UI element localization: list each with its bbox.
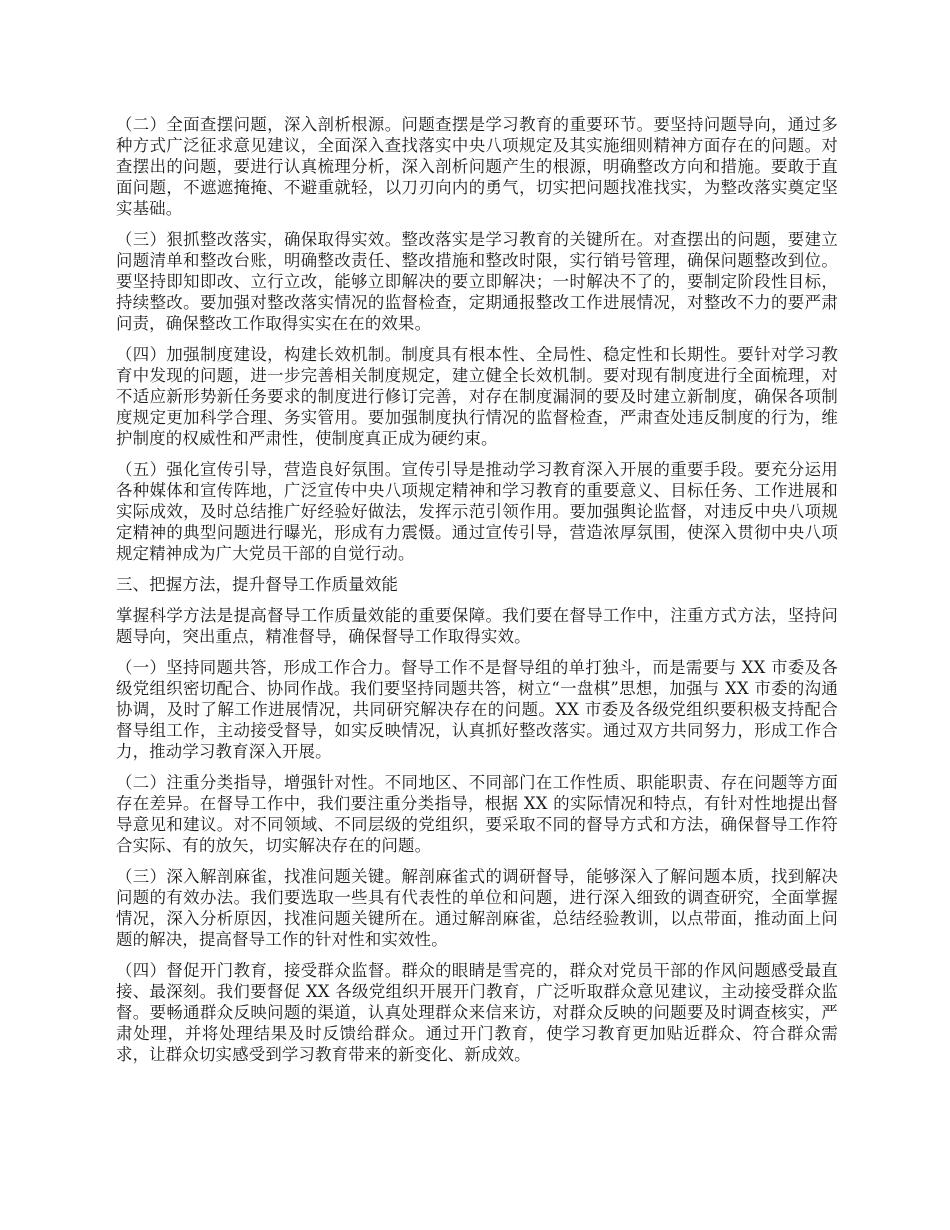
paragraph-classified-guidance: （二）注重分类指导，增强针对性。不同地区、不同部门在工作性质、职能职责、存在问题等方面存在差异。在督导工作中，我们要注重分类指导，根据 XX 的实际情况和特点，有针对性地提出督导意见和建议。对不同领域、不同层级的党组织，要采取不同的督导方式和方法，确保督导工作符合实际、有的放矢，切实解决存在的问题。	[116, 773, 838, 855]
paragraph-open-education: （四）督促开门教育，接受群众监督。群众的眼睛是雪亮的，群众对党员干部的作风问题感受最直接、最深刻。我们要督促 XX 各级党组织开展开门教育，广泛听取群众意见建议，主动接受群众监督。要畅通群众反映问题的渠道，认真处理群众来信来访，对群众反映的问题要及时调查核实，严肃处理，并将处理结果及时反馈给群众。通过开门教育，使学习教育更加贴近群众、符合群众需求，让群众切实感受到学习教育带来的新变化、新成效。	[116, 961, 838, 1064]
paragraph-system-building: （四）加强制度建设，构建长效机制。制度具有根本性、全局性、稳定性和长期性。要针对学习教育中发现的问题，进一步完善相关制度规定，建立健全长效机制。要对现有制度进行全面梳理，对不适应新形势新任务要求的制度进行修订完善，对存在制度漏洞的要及时建立新制度，确保各项制度规定更加科学合理、务实管用。要加强制度执行情况的监督检查，严肃查处违反制度的行为，维护制度的权威性和严肃性，使制度真正成为硬约束。	[116, 345, 838, 448]
paragraph-rectification: （三）狠抓整改落实，确保取得实效。整改落实是学习教育的关键所在。对查摆出的问题，要建立问题清单和整改台账，明确整改责任、整改措施和整改时限，实行销号管理，确保问题整改到位。要坚持即知即改、立行立改，能够立即解决的要立即解决；一时解决不了的，要制定阶段性目标，持续整改。要加强对整改落实情况的监督检查，定期通报整改工作进展情况，对整改不力的要严肃问责，确保整改工作取得实实在在的效果。	[116, 230, 838, 333]
paragraph-publicity: （五）强化宣传引导，营造良好氛围。宣传引导是推动学习教育深入开展的重要手段。要充分运用各种媒体和宣传阵地，广泛宣传中央八项规定精神和学习教育的重要意义、目标任务、工作进展和实际成效，及时总结推广好经验好做法，发挥示范引领作用。要加强舆论监督，对违反中央八项规定精神的典型问题进行曝光，形成有力震慑。通过宣传引导，营造浓厚氛围，使深入贯彻中央八项规定精神成为广大党员干部的自觉行动。	[116, 460, 838, 563]
paragraph-joint-effort: （一）坚持同题共答，形成工作合力。督导工作不是督导组的单打独斗，而是需要与 XX 市委及各级党组织密切配合、协同作战。我们要坚持同题共答，树立“一盘棋”思想，加强与 XX 市委的沟通协调，及时了解工作进展情况，共同研究解决存在的问题。XX 市委及各级党组织要积极支持配合督导组工作，主动接受督导，如实反映情况，认真抓好整改落实。通过双方共同努力，形成工作合力，推动学习教育深入开展。	[116, 658, 838, 761]
paragraph-inspection: （二）全面查摆问题，深入剖析根源。问题查摆是学习教育的重要环节。要坚持问题导向，通过多种方式广泛征求意见建议，全面深入查找落实中央八项规定及其实施细则精神方面存在的问题。对查摆出的问题，要进行认真梳理分析，深入剖析问题产生的根源，明确整改方向和措施。要敢于直面问题，不遮遮掩掩、不避重就轻，以刀刃向内的勇气，切实把问题找准找实，为整改落实奠定坚实基础。	[116, 115, 838, 218]
document-page	[116, 114, 838, 1075]
paragraph-case-study: （三）深入解剖麻雀，找准问题关键。解剖麻雀式的调研督导，能够深入了解问题本质，找到解决问题的有效办法。我们要选取一些具有代表性的单位和问题，进行深入细致的调查研究，全面掌握情况，深入分析原因，找准问题关键所在。通过解剖麻雀，总结经验教训，以点带面，推动面上问题的解决，提高督导工作的针对性和实效性。	[116, 867, 838, 949]
section-heading: 三、把握方法，提升督导工作质量效能	[116, 575, 399, 594]
paragraph-section-intro: 掌握科学方法是提高督导工作质量效能的重要保障。我们要在督导工作中，注重方式方法，坚持问题导向，突出重点，精准督导，确保督导工作取得实效。	[116, 606, 838, 646]
